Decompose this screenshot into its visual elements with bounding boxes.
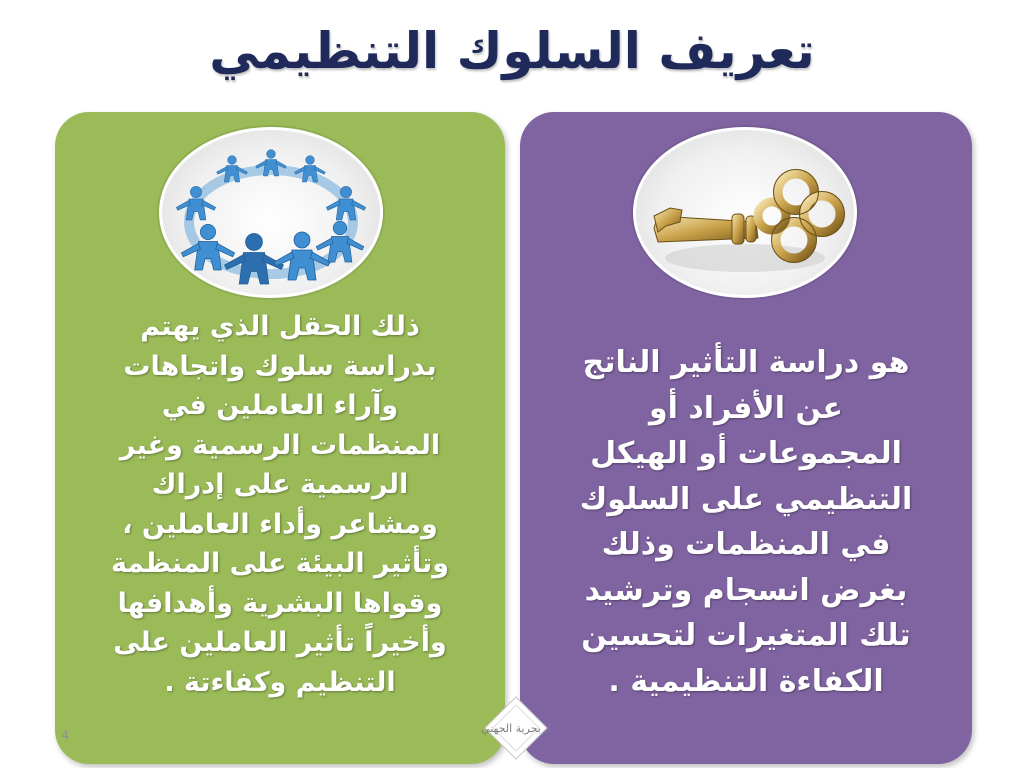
- text-line: وآراء العاملين في: [161, 390, 399, 421]
- definition-card-left: [55, 112, 505, 764]
- text-line: الرسمية على إدراك: [151, 469, 409, 500]
- text-line: ذلك الحقل الذي يهتم: [140, 311, 420, 342]
- text-line: المنظمات الرسمية وغير: [119, 429, 441, 461]
- text-line: عن الأفراد أو: [649, 390, 843, 426]
- text-line: بغرض انسجام وترشيد: [584, 572, 908, 608]
- key-icon: [636, 130, 854, 295]
- definition-card-right: [520, 112, 972, 764]
- left-definition-text: [73, 307, 487, 702]
- text-line: هو دراسة التأثير الناتج: [582, 345, 910, 380]
- text-line: ومشاعر وأداء العاملين ،: [122, 508, 438, 540]
- footer-author: ا. بحرية الجهني: [481, 722, 551, 735]
- people-circle-image: [159, 127, 383, 298]
- text-line: التنظيمي على السلوك: [579, 481, 913, 517]
- text-line: تلك المتغيرات لتحسين: [581, 618, 911, 653]
- slide-title: تعريف السلوك التنظيمي: [209, 22, 815, 80]
- right-definition-text: [542, 340, 950, 704]
- golden-key-image: [633, 127, 857, 298]
- text-line: في المنظمات وذلك: [601, 527, 891, 562]
- text-line: المجموعات أو الهيكل: [590, 436, 902, 471]
- text-line: الكفاءة التنظيمية .: [608, 663, 884, 699]
- text-line: وأخيراً تأثير العاملين على: [113, 627, 447, 658]
- text-line: التنظيم وكفاءتة .: [164, 666, 396, 698]
- text-line: وتأثير البيئة على المنظمة: [110, 548, 450, 579]
- text-line: بدراسة سلوك واتجاهات: [123, 350, 437, 382]
- page-number: 4: [62, 728, 69, 742]
- text-line: وقواها البشرية وأهدافها: [117, 587, 443, 619]
- people-circle-icon: [162, 130, 380, 295]
